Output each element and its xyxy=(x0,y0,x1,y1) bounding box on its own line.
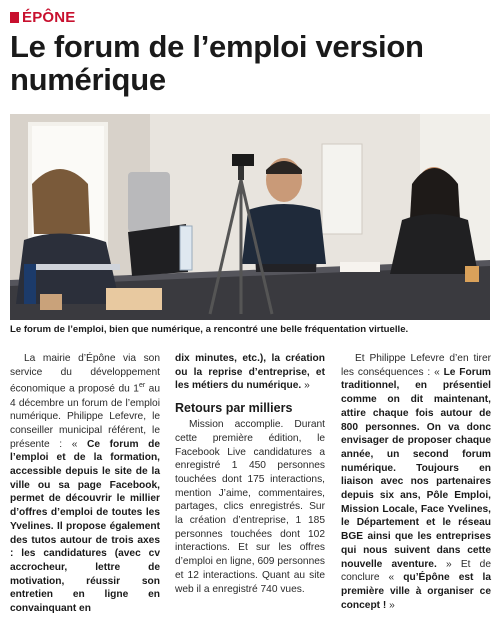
kicker-square-icon xyxy=(10,12,19,23)
text-span: » Et de conclure « xyxy=(341,558,491,584)
paragraph xyxy=(175,352,325,393)
column-1 xyxy=(10,352,160,616)
photo-caption: Le forum de l’emploi, bien que numérique, a rencontré une belle fréquentation virtuelle. xyxy=(10,324,409,335)
article-photo xyxy=(10,114,490,320)
text-span: au 4 décembre un forum de l’emploi numérique. Philippe Lefevre, le conseiller municipal référent, le présente : « xyxy=(10,383,160,450)
paragraph: Mission accomplie. Durant cette première édition, le Facebook Live candidatures a enregistré 1 450 personnes touchées dont 175 interactions, mention J’aime, commentaires, partages, clics enregistrés. Sur la création d’entreprise, 1 185 personnes touchées dont 102 interactions. Et sur les offres d’emploi en ligne, 609 personnes et 12 interactions. Quant au site web il a enregistré 740 vues. xyxy=(175,419,325,595)
text-span: Et Philippe Lefevre d’en tirer les conséquences : « xyxy=(341,353,491,378)
text-span: » xyxy=(301,380,310,392)
paragraph xyxy=(10,352,160,616)
column-2 xyxy=(175,352,325,596)
quote-bold: qu’Épône est la première ville à organiser ce concept ! xyxy=(341,572,491,611)
text-span: La mairie d’Épône via son service du développement économique a proposé du 1 xyxy=(10,353,160,395)
quote-bold: Ce forum de l’emploi et de la formation, accessible depuis le site de la ville ou sa page Facebook, permet de découvrir le millier d’offres d’emploi de toutes les Yvelines. Il propose également des tutos autour de trois axes : les candidatures (avec cv accrocheur, lettre de motivation, réussir son entretien en ligne en convainquant en xyxy=(10,438,161,615)
section-kicker xyxy=(10,9,76,26)
subheading: Retours par milliers xyxy=(175,401,293,416)
headline: Le forum de l’emploi version numérique xyxy=(10,29,424,97)
kicker-label: ÉPÔNE xyxy=(22,9,76,26)
quote-bold: Le Forum traditionnel, en présentiel comme on dit maintenant, attire chaque fois autour de 800 personnes. On va donc envisager de proposer chaque année, un second forum numérique. Toujours en liaison avec nos partenaires depuis six ans, Pôle Emploi, Mission Locale, Face Yvelines, le Département et le réseau BGE ainsi que les entreprises qui nous suivent dans cette nouvelle aventure. xyxy=(341,366,491,570)
superscript: er xyxy=(138,382,146,390)
paragraph xyxy=(341,352,491,612)
column-3 xyxy=(341,352,491,612)
text-span: » xyxy=(386,599,395,611)
quote-bold: dix minutes, etc.), la création ou la reprise d’entreprise, et les métiers du numérique. xyxy=(175,353,325,392)
photo-illustration xyxy=(10,114,490,320)
